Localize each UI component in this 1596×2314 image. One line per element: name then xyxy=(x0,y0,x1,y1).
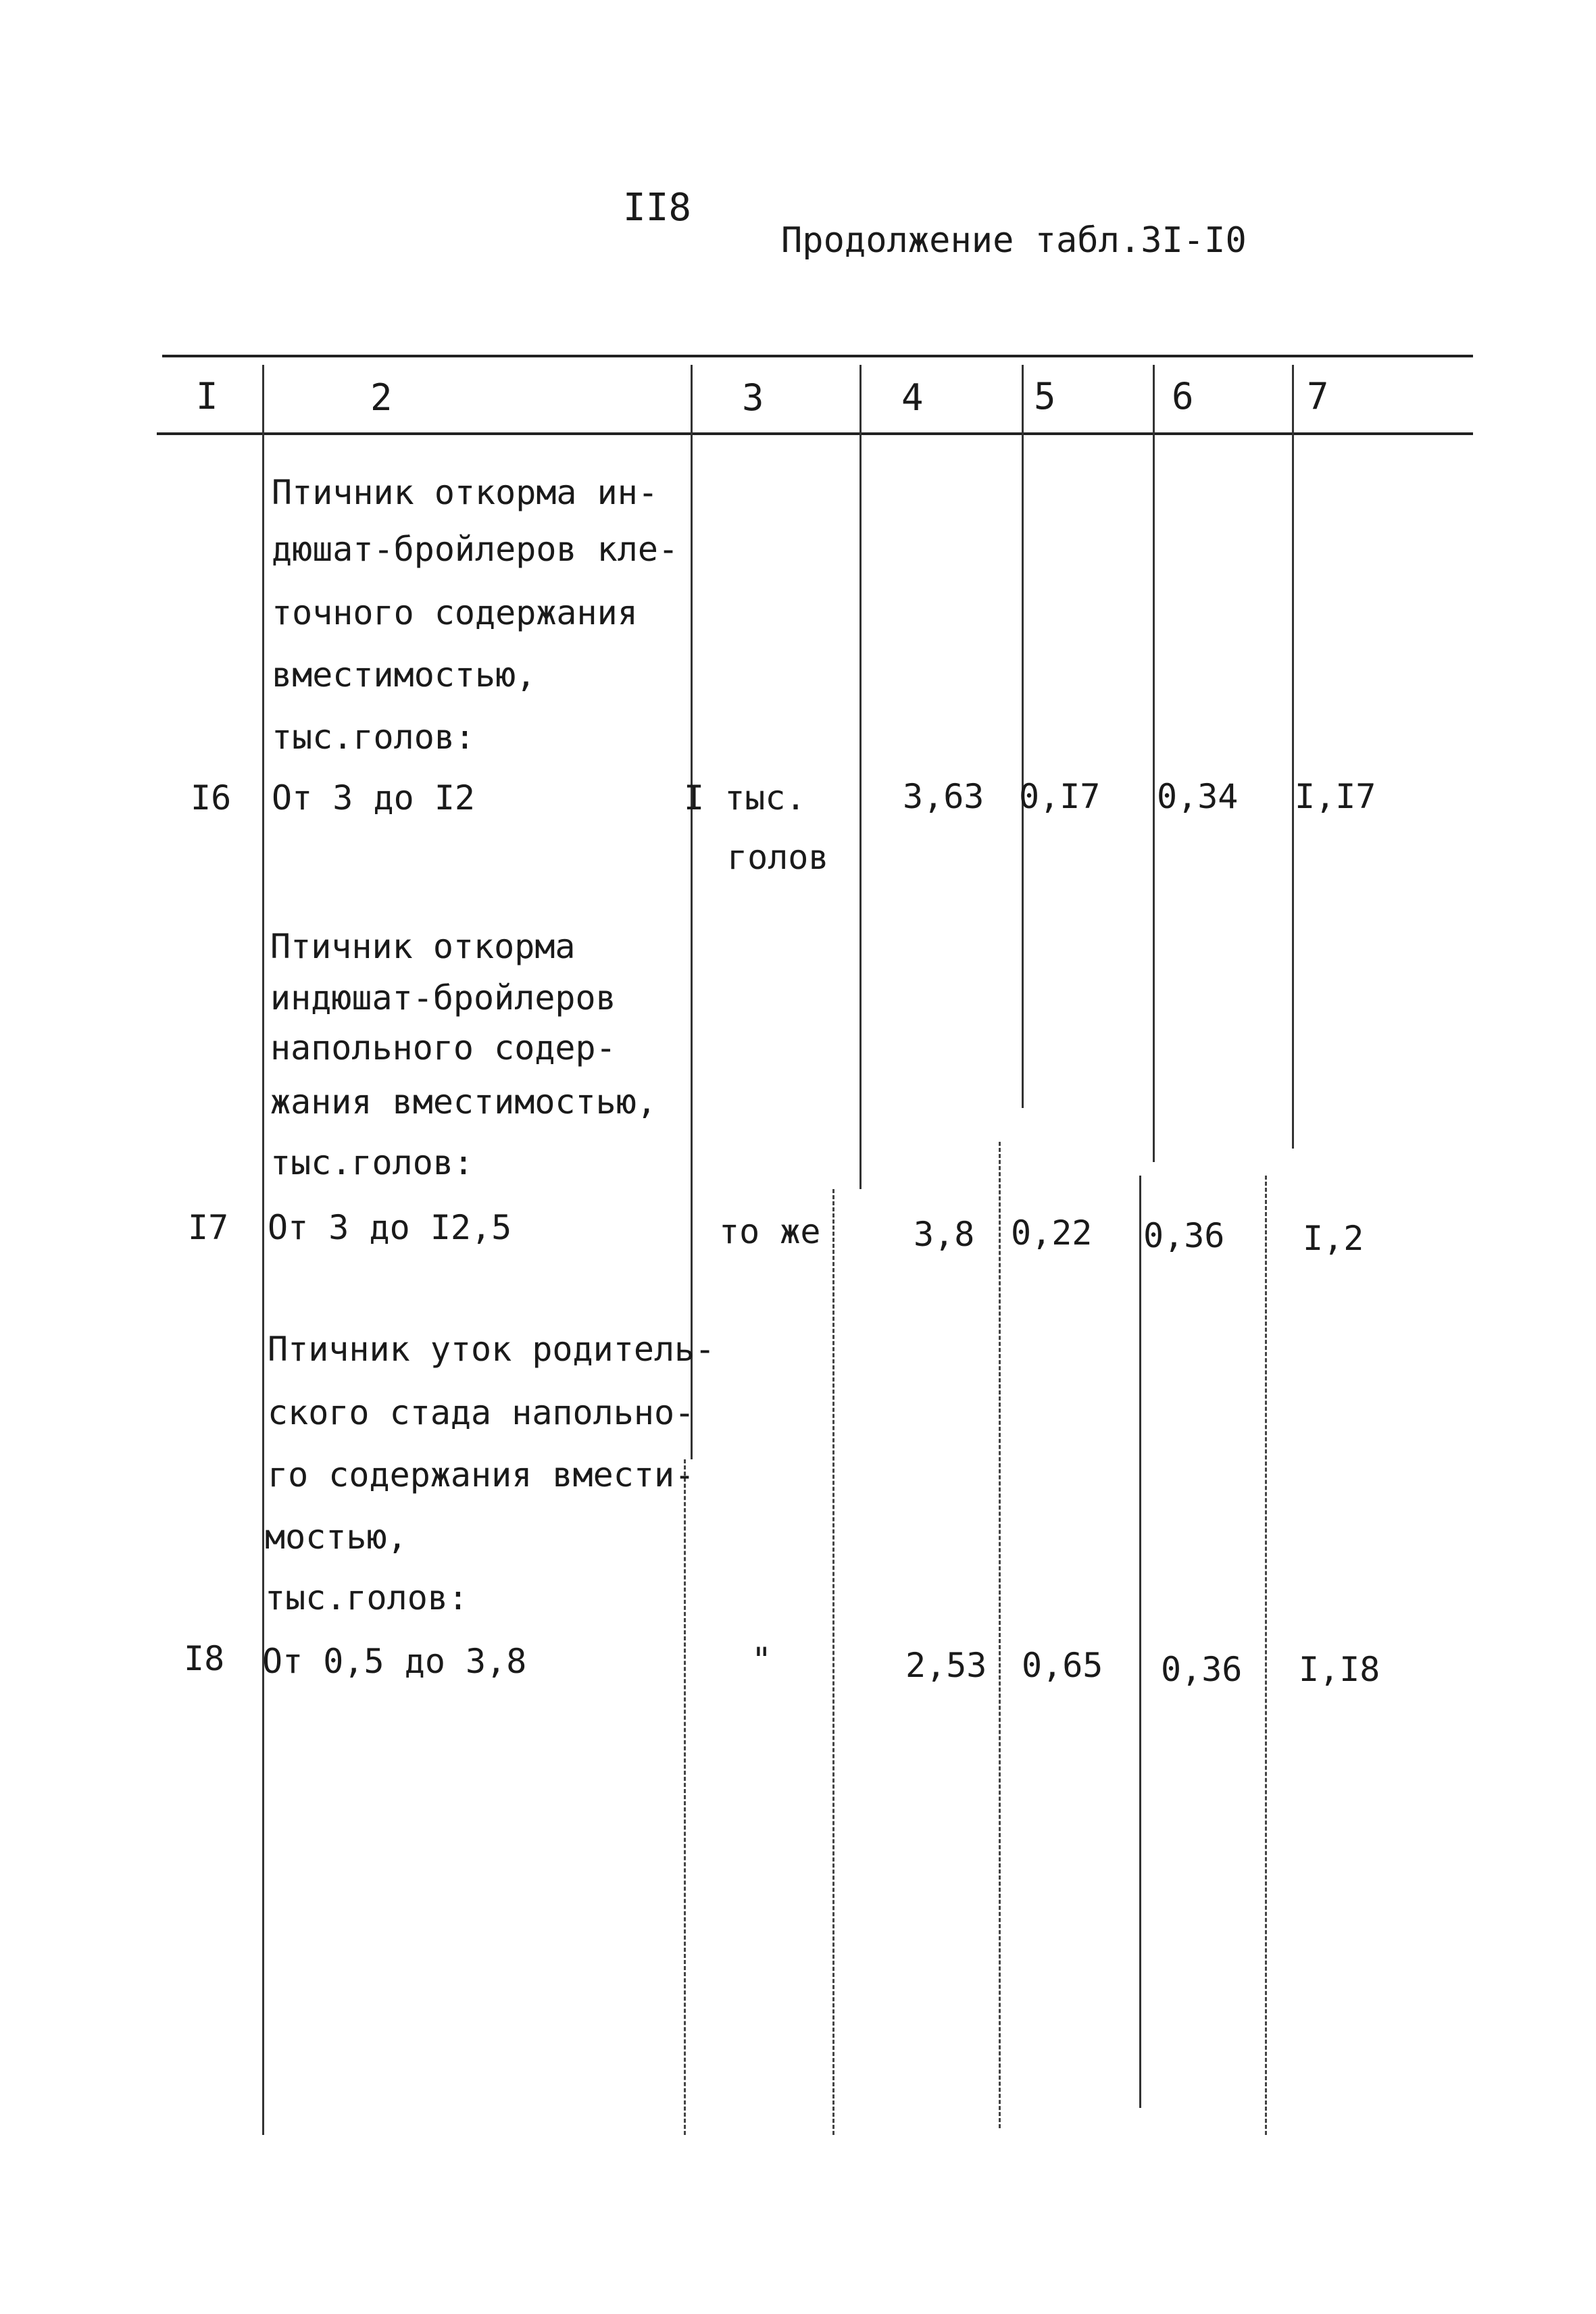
header-bottom-rule xyxy=(157,432,1473,435)
row-description-line: тыс.голов: xyxy=(270,1143,474,1182)
page-number: II8 xyxy=(623,186,692,230)
row-description-line: От 0,5 до 3,8 xyxy=(262,1642,527,1681)
row-description-line: От 3 до I2 xyxy=(272,778,476,818)
row-unit: I тыс. xyxy=(684,778,806,818)
col-header-5: 5 xyxy=(1034,375,1056,418)
row-value-col7: I,I8 xyxy=(1299,1650,1380,1689)
row-value-col5: 0,22 xyxy=(1011,1213,1093,1253)
col-divider-3-lower xyxy=(832,1189,834,2135)
col-divider-2-lower xyxy=(684,1459,686,2135)
row-value-col5: 0,I7 xyxy=(1019,777,1101,816)
row-number: I6 xyxy=(191,778,232,818)
col-header-7: 7 xyxy=(1307,375,1329,418)
col-divider-4 xyxy=(1022,365,1024,1108)
row-description-line: точного содержания xyxy=(272,593,638,632)
row-value-col4: 3,63 xyxy=(903,777,984,816)
row-description-line: напольного содер- xyxy=(270,1028,616,1067)
row-description-line: го содержания вмести- xyxy=(268,1455,695,1494)
row-unit: голов xyxy=(727,838,829,877)
row-unit: " xyxy=(751,1640,772,1680)
table-caption: Продолжение табл.3I-I0 xyxy=(781,220,1247,261)
col-divider-3 xyxy=(859,365,862,1189)
row-value-col7: I,I7 xyxy=(1295,777,1376,816)
col-header-3: 3 xyxy=(742,376,764,419)
row-description-line: Птичник откорма ин- xyxy=(272,473,658,512)
col-divider-6 xyxy=(1292,365,1294,1149)
col-divider-1 xyxy=(262,365,264,2135)
col-divider-5-lower xyxy=(1139,1176,1141,2108)
col-divider-4-lower xyxy=(999,1142,1001,2128)
col-header-6: 6 xyxy=(1172,375,1194,418)
row-description-line: мостью, xyxy=(265,1517,407,1557)
row-description-line: дюшат-бройлеров кле- xyxy=(272,530,679,569)
row-value-col6: 0,34 xyxy=(1157,777,1239,816)
row-value-col5: 0,65 xyxy=(1022,1646,1103,1685)
col-divider-2 xyxy=(691,365,693,1459)
row-value-col6: 0,36 xyxy=(1161,1650,1243,1689)
row-value-col4: 2,53 xyxy=(905,1646,987,1685)
col-header-4: 4 xyxy=(901,376,924,419)
row-value-col6: 0,36 xyxy=(1143,1216,1225,1255)
row-description-line: тыс.голов: xyxy=(265,1578,469,1617)
row-unit: то же xyxy=(719,1212,821,1251)
row-description-line: Птичник откорма xyxy=(270,927,576,966)
col-header-1: I xyxy=(196,375,218,418)
col-header-2: 2 xyxy=(370,376,393,419)
row-description-line: тыс.голов: xyxy=(272,718,476,757)
row-number: I7 xyxy=(188,1208,229,1247)
row-description-line: вместимостью, xyxy=(272,655,537,695)
row-description-line: индюшат-бройлеров xyxy=(270,978,616,1017)
row-value-col4: 3,8 xyxy=(914,1215,975,1254)
row-description-line: Птичник уток родитель- xyxy=(268,1330,716,1369)
row-description-line: От 3 до I2,5 xyxy=(268,1208,512,1247)
col-divider-6-lower xyxy=(1265,1176,1267,2135)
row-number: I8 xyxy=(184,1639,225,1678)
row-description-line: жания вместимостью, xyxy=(270,1082,657,1122)
col-divider-5 xyxy=(1153,365,1155,1162)
table-top-rule xyxy=(162,355,1473,357)
row-description-line: ского стада напольно- xyxy=(268,1393,695,1432)
row-value-col7: I,2 xyxy=(1303,1219,1364,1258)
